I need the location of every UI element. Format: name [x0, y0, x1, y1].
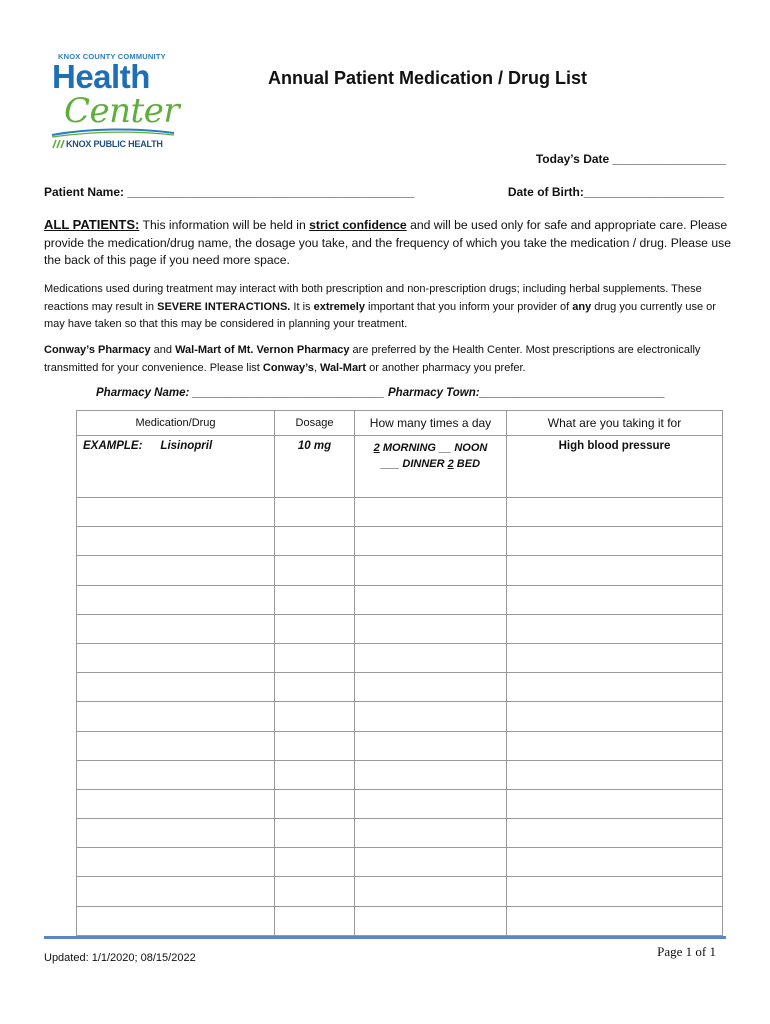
health-center-logo — [48, 50, 178, 154]
table-row — [77, 760, 723, 789]
table-cell-dosage[interactable] — [275, 673, 355, 702]
table-cell-dosage[interactable] — [275, 702, 355, 731]
table-cell-medication[interactable] — [77, 527, 275, 556]
page-title: Annual Patient Medication / Drug List — [268, 68, 588, 88]
example-reason-cell: High blood pressure — [507, 436, 723, 498]
table-row — [77, 498, 723, 527]
medication-table — [76, 410, 723, 936]
table-row — [77, 819, 723, 848]
table-cell-frequency[interactable] — [355, 673, 507, 702]
table-cell-medication[interactable] — [77, 731, 275, 760]
confidentiality-notice — [44, 216, 734, 270]
header-dosage: Dosage — [275, 411, 355, 436]
table-cell-reason[interactable] — [507, 614, 723, 643]
table-row — [77, 614, 723, 643]
table-cell-frequency[interactable] — [355, 760, 507, 789]
strict-confidence-text: strict confidence — [309, 218, 407, 232]
table-cell-dosage[interactable] — [275, 585, 355, 614]
table-cell-medication[interactable] — [77, 614, 275, 643]
table-cell-reason[interactable] — [507, 877, 723, 906]
example-label: EXAMPLE: — [83, 440, 143, 452]
table-cell-dosage[interactable] — [275, 527, 355, 556]
table-row — [77, 643, 723, 672]
interaction-warning — [44, 281, 734, 334]
todays-date-field[interactable]: Today’s Date _________________ — [535, 152, 726, 166]
example-dosage-cell: 10 mg — [275, 436, 355, 498]
table-cell-medication[interactable] — [77, 848, 275, 877]
table-cell-frequency[interactable] — [355, 789, 507, 818]
table-row — [77, 848, 723, 877]
warning-text: Medications used during treatment may interact with both prescription and non-prescription drugs; including herbal supplements. These reactions may result in — [44, 283, 702, 313]
table-cell-reason[interactable] — [507, 906, 723, 935]
notice-text: and will be used only for safe and appropriate care. Please provide the medication/drug name, the dosage you take, and the frequency of which you take the medication / drug. Please use the back of this page if you need more space. — [44, 218, 731, 267]
table-cell-frequency[interactable] — [355, 848, 507, 877]
logo-knox-mark-icon — [52, 139, 65, 149]
table-cell-frequency[interactable] — [355, 527, 507, 556]
table-cell-frequency[interactable] — [355, 585, 507, 614]
warning-text: drug you currently use or may have taken so that this may be considered in planning your treatment. — [44, 300, 716, 330]
table-cell-medication[interactable] — [77, 877, 275, 906]
pharmacy-text: , — [313, 361, 320, 374]
pharmacy-town-field[interactable]: Pharmacy Town:_____________________________ — [388, 387, 666, 399]
table-cell-reason[interactable] — [507, 760, 723, 789]
table-cell-medication[interactable] — [77, 906, 275, 935]
walmart-pharmacy-text: Wal-Mart of Mt. Vernon Pharmacy — [175, 344, 350, 356]
patient-name-field[interactable]: Patient Name: ___________________________________________ — [44, 185, 415, 199]
footer-divider — [44, 936, 726, 939]
table-row — [77, 906, 723, 935]
table-cell-frequency[interactable] — [355, 498, 507, 527]
table-cell-medication[interactable] — [77, 556, 275, 585]
walmart-text: Wal-Mart — [319, 361, 367, 374]
table-cell-dosage[interactable] — [275, 731, 355, 760]
table-row — [77, 585, 723, 614]
table-cell-reason[interactable] — [507, 789, 723, 818]
table-cell-reason[interactable] — [507, 498, 723, 527]
example-drug: Lisinopril — [160, 440, 213, 452]
table-cell-dosage[interactable] — [275, 848, 355, 877]
table-row — [77, 702, 723, 731]
table-cell-frequency[interactable] — [355, 731, 507, 760]
table-cell-frequency[interactable] — [355, 819, 507, 848]
table-cell-dosage[interactable] — [275, 906, 355, 935]
table-cell-reason[interactable] — [507, 848, 723, 877]
table-cell-medication[interactable] — [77, 498, 275, 527]
table-cell-frequency[interactable] — [355, 556, 507, 585]
table-cell-dosage[interactable] — [275, 877, 355, 906]
table-cell-dosage[interactable] — [275, 556, 355, 585]
logo-center-text: Center — [64, 91, 180, 131]
table-row — [77, 731, 723, 760]
pharmacy-text: and — [150, 344, 176, 356]
header-medication: Medication/Drug — [77, 411, 275, 436]
example-bed-count: 2 — [447, 458, 454, 470]
any-text: any — [572, 300, 592, 313]
table-cell-medication[interactable] — [77, 585, 275, 614]
table-cell-medication[interactable] — [77, 789, 275, 818]
table-cell-medication[interactable] — [77, 643, 275, 672]
example-morning-text: MORNING __ NOON — [379, 442, 488, 454]
table-cell-reason[interactable] — [507, 643, 723, 672]
conways-pharmacy-text: Conway’s Pharmacy — [44, 344, 151, 356]
pharmacy-name-field[interactable]: Pharmacy Name: ______________________________ — [96, 387, 385, 399]
table-cell-dosage[interactable] — [275, 760, 355, 789]
table-cell-reason[interactable] — [507, 819, 723, 848]
warning-text: important that you inform your provider of — [364, 300, 573, 313]
table-cell-frequency[interactable] — [355, 702, 507, 731]
table-cell-dosage[interactable] — [275, 614, 355, 643]
all-patients-heading: ALL PATIENTS: — [44, 217, 140, 232]
table-row — [77, 673, 723, 702]
table-cell-frequency[interactable] — [355, 614, 507, 643]
updated-date: Updated: 1/1/2020; 08/15/2022 — [44, 952, 196, 964]
page-number: Page 1 of 1 — [657, 944, 716, 959]
table-cell-reason[interactable] — [507, 556, 723, 585]
example-dinner-text: ___ DINNER — [380, 458, 448, 470]
pharmacy-notice — [44, 342, 734, 377]
pharmacy-text: are preferred by the Health Center. Most prescriptions are electronically transmitted for your convenience. Please list — [44, 344, 701, 374]
pharmacy-text: or another pharmacy you prefer. — [366, 361, 526, 374]
extremely-text: extremely — [313, 300, 365, 313]
table-row — [77, 789, 723, 818]
table-cell-reason[interactable] — [507, 527, 723, 556]
notice-text: This information will be held in — [139, 218, 310, 232]
table-cell-reason[interactable] — [507, 702, 723, 731]
table-cell-medication[interactable] — [77, 819, 275, 848]
table-cell-frequency[interactable] — [355, 643, 507, 672]
header-reason: What are you taking it for — [507, 411, 723, 436]
example-medication-cell — [77, 436, 275, 498]
table-cell-dosage[interactable] — [275, 819, 355, 848]
table-cell-dosage[interactable] — [275, 789, 355, 818]
example-morning-count: 2 — [373, 442, 380, 454]
example-bed-text: BED — [453, 458, 481, 470]
table-cell-frequency[interactable] — [355, 906, 507, 935]
table-cell-medication[interactable] — [77, 702, 275, 731]
header-frequency: How many times a day — [355, 411, 507, 436]
table-row — [77, 877, 723, 906]
date-of-birth-field[interactable]: Date of Birth:_____________________ — [507, 185, 724, 199]
logo-knox-public-health-text: KNOX PUBLIC HEALTH — [66, 139, 163, 149]
example-row — [77, 436, 723, 498]
table-cell-dosage[interactable] — [275, 643, 355, 672]
table-row — [77, 556, 723, 585]
logo-swoosh-icon — [50, 126, 176, 138]
table-header-row — [77, 411, 723, 436]
conways-text: Conway’s — [262, 361, 314, 374]
logo-health-text: Health — [52, 58, 150, 95]
table-cell-frequency[interactable] — [355, 877, 507, 906]
table-cell-reason[interactable] — [507, 585, 723, 614]
logo-county-text: KNOX COUNTY COMMUNITY — [58, 52, 166, 61]
table-cell-medication[interactable] — [77, 760, 275, 789]
severe-interactions-text: SEVERE INTERACTIONS. — [157, 300, 291, 313]
table-cell-dosage[interactable] — [275, 498, 355, 527]
example-frequency-cell — [355, 436, 507, 498]
table-cell-medication[interactable] — [77, 673, 275, 702]
table-cell-reason[interactable] — [507, 731, 723, 760]
warning-text: It is — [290, 300, 314, 313]
table-cell-reason[interactable] — [507, 673, 723, 702]
table-row — [77, 527, 723, 556]
